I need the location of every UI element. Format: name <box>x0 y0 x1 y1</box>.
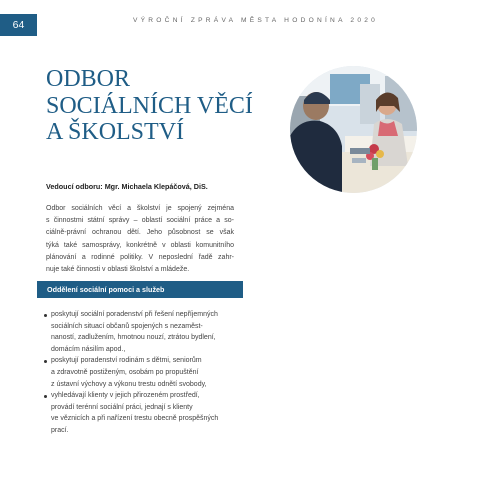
list-item <box>44 309 244 355</box>
list-item-line: a zdravotně postiženým, osobám po propuštění <box>51 368 199 376</box>
list-item-line: prací. <box>51 426 69 434</box>
section-title-line: A ŠKOLSTVÍ <box>46 119 185 145</box>
list-item <box>44 390 244 436</box>
intro-line: Odbor sociálních věcí a školství je spojený zejména <box>46 205 234 212</box>
list-item-line: ve věznicích a při nařízení trestu obecně prospěšných <box>51 415 219 423</box>
list-item-line: poskytují poradenství rodinám s dětmi, seniorům <box>51 357 202 365</box>
list-item-line: naností, zadlužením, hmotnou nouzí, ztrátou bydlení, <box>51 334 216 342</box>
section-title <box>46 66 286 146</box>
duties-list <box>44 309 244 437</box>
list-item-line: z ústavní výchovy a výkonu trestu odnětí svobody, <box>51 380 207 388</box>
list-item <box>44 355 244 390</box>
section-title-line: ODBOR <box>46 66 131 92</box>
head-of-department: Vedoucí odboru: Mgr. Michaela Klepáčová, DiS. <box>46 182 208 191</box>
photo-illustration <box>290 66 417 193</box>
list-item-line: provádí terénní sociální práci, jednají s klienty <box>51 403 193 411</box>
list-item-line: vyhledávají klienty v jejich přirozeném prostředí, <box>51 392 200 400</box>
intro-line: nuje také činnosti v oblasti školství a mládeže. <box>46 266 190 274</box>
intro-line: plánování a rodinné politiky. V neposlední řadě zahr- <box>46 253 234 261</box>
department-photo <box>290 66 417 193</box>
list-item-line: poskytují sociální poradenství při řešení nepříjemných <box>51 311 218 318</box>
intro-line: ciálně-právní ochranou dětí. Jeho působnost se však <box>46 229 234 237</box>
subsection-heading: Oddělení sociální pomoci a služeb <box>47 285 165 294</box>
intro-line: s činnostmi státní správy – oblastí sociální práce a so- <box>46 217 234 225</box>
intro-paragraph <box>46 203 234 276</box>
list-item-line: domácím násilím apod., <box>51 345 126 353</box>
running-header: VÝROČNÍ ZPRÁVA MĚSTA HODONÍNA 2020 <box>133 17 379 24</box>
section-title-line: SOCIÁLNÍCH VĚCÍ <box>46 92 253 119</box>
list-item-line: sociálních situací občanů spojených s nezaměst- <box>51 322 203 330</box>
page-number: 64 <box>0 14 37 36</box>
intro-line: týká také samosprávy, konkrétně v oblasti komunitního <box>46 241 234 249</box>
subsection-heading-bar <box>37 281 243 298</box>
